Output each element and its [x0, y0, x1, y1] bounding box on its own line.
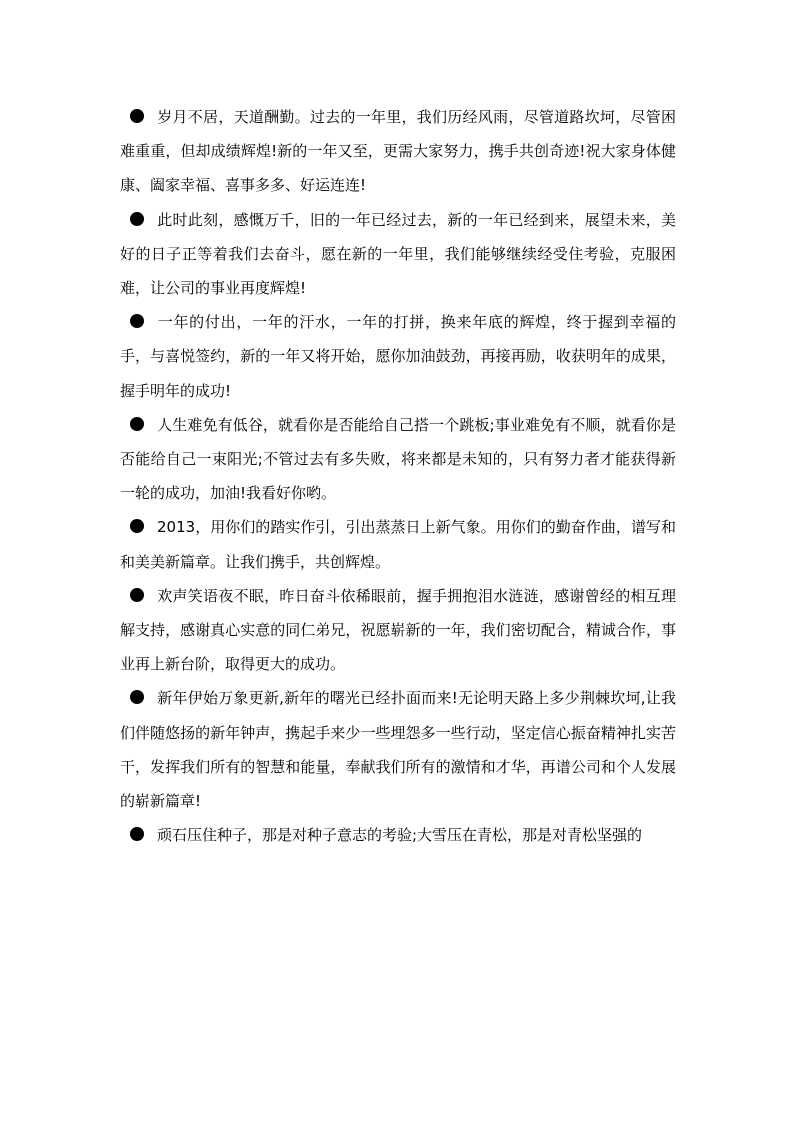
- bullet-paragraph-6: [120, 579, 676, 682]
- bullet-dot-icon: [130, 827, 144, 841]
- bullet-dot-icon: [130, 417, 144, 431]
- bullet-paragraph-4: [120, 408, 676, 511]
- document-body: [120, 100, 676, 852]
- paragraph-text: 此时此刻，感慨万千，旧的一年已经过去，新的一年已经到来，展望未来，美好的日子正等着我们去奋斗，愿在新的一年里，我们能够继续经受住考验，克服困难，让公司的事业再度辉煌!: [120, 210, 676, 298]
- bullet-paragraph-5: [120, 510, 676, 578]
- bullet-dot-icon: [130, 690, 144, 704]
- bullet-dot-icon: [130, 109, 144, 123]
- paragraph-text: 欢声笑语夜不眠，昨日奋斗依稀眼前，握手拥抱泪水涟涟，感谢曾经的相互理解支持，感谢真心实意的同仁弟兄，祝愿崭新的一年，我们密切配合，精诚合作，事业再上新台阶，取得更大的成功。: [120, 586, 676, 674]
- bullet-dot-icon: [130, 519, 144, 533]
- bullet-dot-icon: [130, 588, 144, 602]
- bullet-paragraph-1: [120, 100, 676, 203]
- bullet-paragraph-2: [120, 203, 676, 306]
- paragraph-text: 一年的付出，一年的汗水，一年的打拼，换来年底的辉煌，终于握到幸福的手，与喜悦签约，新的一年又将开始，愿你加油鼓劲，再接再励，收获明年的成果，握手明年的成功!: [120, 313, 676, 400]
- bullet-paragraph-7: [120, 681, 676, 818]
- paragraph-text: 新年伊始万象更新,新年的曙光已经扑面而来!无论明天路上多少荆棘坎坷,让我们伴随悠扬的新年钟声，携起手来少一些埋怨多一些行动，坚定信心振奋精神扎实苦干，发挥我们所有的智慧和能量，奉献我们所有的激情和才华，再谱公司和个人发展的崭新篇章!: [120, 689, 676, 811]
- bullet-paragraph-8: [120, 818, 676, 852]
- bullet-dot-icon: [130, 314, 144, 328]
- bullet-dot-icon: [130, 212, 144, 226]
- bullet-paragraph-3: [120, 305, 676, 408]
- paragraph-text: 人生难免有低谷，就看你是否能给自己搭一个跳板;事业难免有不顺，就看你是否能给自己一束阳光;不管过去有多失败，将来都是未知的，只有努力者才能获得新一轮的成功，加油!我看好你哟。: [120, 415, 676, 503]
- paragraph-text: 顽石压住种子，那是对种子意志的考验;大雪压在青松，那是对青松坚强的: [157, 826, 643, 845]
- paragraph-text: 岁月不居，天道酬勤。过去的一年里，我们历经风雨，尽管道路坎坷，尽管困难重重，但却成绩辉煌!新的一年又至，更需大家努力，携手共创奇迹!祝大家身体健康、阖家幸福、喜事多多、好运连连!: [120, 108, 676, 195]
- paragraph-text: 2013，用你们的踏实作引，引出蒸蒸日上新气象。用你们的勤奋作曲，谱写和和美美新篇章。让我们携手，共创辉煌。: [120, 518, 676, 571]
